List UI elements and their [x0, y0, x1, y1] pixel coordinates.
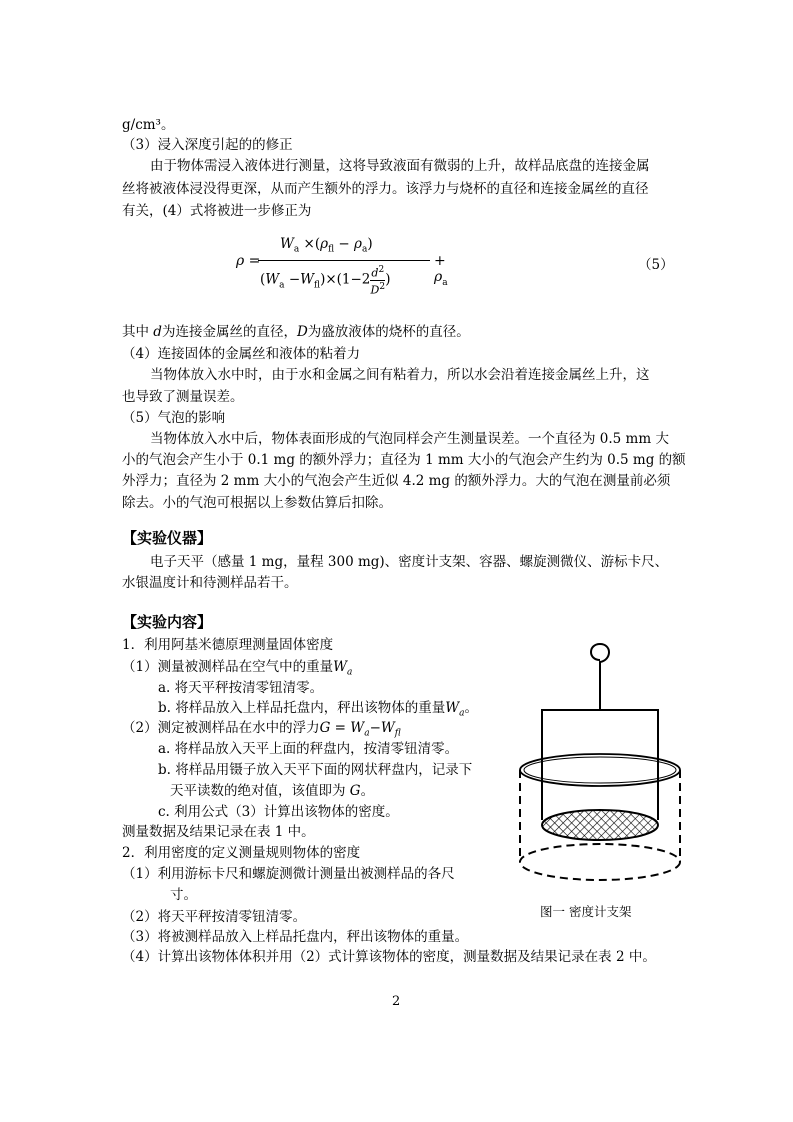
section5-title: （5）气泡的影响	[122, 410, 226, 426]
subscript-fl: fl	[394, 728, 401, 739]
subscript-a: a	[346, 667, 353, 678]
hook-shape	[591, 644, 609, 700]
content-item1-1a: a. 将天平秤按清零钮清零。	[158, 680, 324, 696]
explanation-part1: 其中	[122, 324, 149, 340]
section3-title: （3）浸入深度引起的的修正	[122, 137, 293, 153]
subscript-a: a	[459, 708, 465, 719]
section3-paragraph-line3: 有关，(4）式将被进一步修正为	[122, 203, 312, 219]
content-item2-2: （2）将天平秤按清零钮清零。	[122, 909, 307, 925]
minus-sign: −	[369, 720, 381, 736]
density-formula	[236, 236, 448, 300]
symbol-D: D	[296, 324, 308, 340]
content-item1: 1．利用阿基米德原理测量固体密度	[122, 637, 334, 653]
symbol-G: G	[349, 783, 361, 799]
section5-paragraph-line1: 当物体放入水中后，物体表面形成的气泡同样会产生测量误差。一个直径为 0.5 mm 大	[150, 431, 669, 447]
content-item2: 2．利用密度的定义测量规则物体的密度	[122, 845, 361, 861]
formula-numerator: $W_a \times(\rho_{fl} - \rho_a)$	[280, 236, 373, 255]
page-number: 2	[392, 994, 401, 1009]
content-item2-3: （3）将被测样品放入上样品托盘内，秤出该物体的重量。	[122, 929, 469, 945]
item1-2b-text: 天平读数的绝对值，该值即为	[170, 783, 346, 799]
instruments-paragraph-line2: 水银温度计和待测样品若干。	[122, 575, 298, 591]
formula-fraction-bar	[258, 260, 430, 261]
formula-denominator: $(W_a -W_{fl})\times(1-2$ $\frac{d^2}{D^2}$ )	[260, 265, 391, 297]
figure-caption: 图一 密度计支架	[540, 904, 632, 919]
content-item1-2c: c. 利用公式（3）计算出该物体的密度。	[158, 804, 399, 820]
instruments-heading: 【实验仪器】	[122, 529, 213, 547]
content-record1: 测量数据及结果记录在表 1 中。	[122, 824, 315, 840]
symbol-W: W	[445, 700, 460, 716]
section3-paragraph-line2: 丝将被液体浸没得更深，从而产生额外的浮力。该浮力与烧杯的直径和连接金属丝的直径	[122, 181, 649, 197]
instruments-paragraph-line1: 电子天平（感量 1 mg，量程 300 mg)、密度计支架、容器、螺旋测微仪、游标卡尺、	[150, 554, 669, 570]
equal-sign: =	[330, 720, 351, 736]
content-heading: 【实验内容】	[122, 613, 213, 631]
symbol-W: W	[380, 720, 395, 736]
section5-paragraph-line2: 小的气泡会产生小于 0.1 mg 的额外浮力；直径为 1 mm 大小的气泡会产生约为 0.5 mg 的额	[122, 452, 686, 468]
symbol-W: W	[333, 659, 347, 675]
symbol-W: W	[350, 720, 365, 736]
item1-2-text: （2）测定被测样品在水中的浮力	[122, 720, 320, 736]
mesh-pan	[542, 810, 658, 840]
content-item2-4: （4）计算出该物体体积并用（2）式计算该物体的密度，测量数据及结果记录在表 2 中。	[122, 949, 656, 965]
formula-lhs: ρ =	[236, 253, 261, 269]
symbol-G: G	[319, 720, 331, 736]
unit-line: g/cm³。	[122, 117, 175, 133]
subscript-a: a	[364, 728, 370, 739]
beaker-rim	[520, 754, 680, 786]
content-item1-2a: a. 将样品放入天平上面的秤盘内，按清零钮清零。	[158, 741, 459, 757]
section4-paragraph-line2: 也导致了测量误差。	[122, 389, 244, 405]
explanation-part3: 为盛放液体的烧杯的直径。	[307, 324, 470, 340]
item1-1-text: （1）测量被测样品在空气中的重量	[122, 659, 334, 675]
section4-title: （4）连接固体的金属丝和液体的粘着力	[122, 346, 361, 362]
section3-paragraph-line1: 由于物体需浸入液体进行测量，这将导致液面有微弱的上升，故样品底盘的连接金属	[150, 158, 650, 174]
content-item2-1-line1: （1）利用游标卡尺和螺旋测微计测量出被测样品的各尺	[122, 866, 455, 882]
density-stand-figure	[508, 640, 698, 890]
formula-plus-term: + $\rho_a$	[434, 253, 448, 288]
item1-1b-text: b. 将样品放入上样品托盘内，秤出该物体的重量	[158, 700, 446, 716]
content-item2-1-line2: 寸。	[170, 887, 197, 903]
beaker-bottom	[520, 844, 680, 880]
equation-number: （5）	[638, 257, 674, 273]
period: 。	[464, 700, 478, 716]
section4-paragraph-line1: 当物体放入水中时，由于水和金属之间有粘着力，所以水会沿着连接金属丝上升，这	[150, 367, 650, 383]
symbol-d: d	[153, 324, 162, 340]
content-item1-2b-line1: b. 将样品用镊子放入天平下面的网状秤盘内，记录下	[158, 762, 473, 778]
section5-paragraph-line4: 除去。小的气泡可根据以上参数估算后扣除。	[122, 495, 392, 511]
hanger-frame	[542, 710, 658, 820]
section5-paragraph-line3: 外浮力；直径为 2 mm 大小的气泡会产生近似 4.2 mg 的额外浮力。大的气泡在测量前必须	[122, 473, 671, 489]
explanation-part2: 为连接金属丝的直径，	[161, 324, 297, 340]
content-item1-2b-line2	[170, 782, 374, 800]
period: 。	[360, 783, 375, 799]
formula-explanation	[122, 323, 470, 341]
